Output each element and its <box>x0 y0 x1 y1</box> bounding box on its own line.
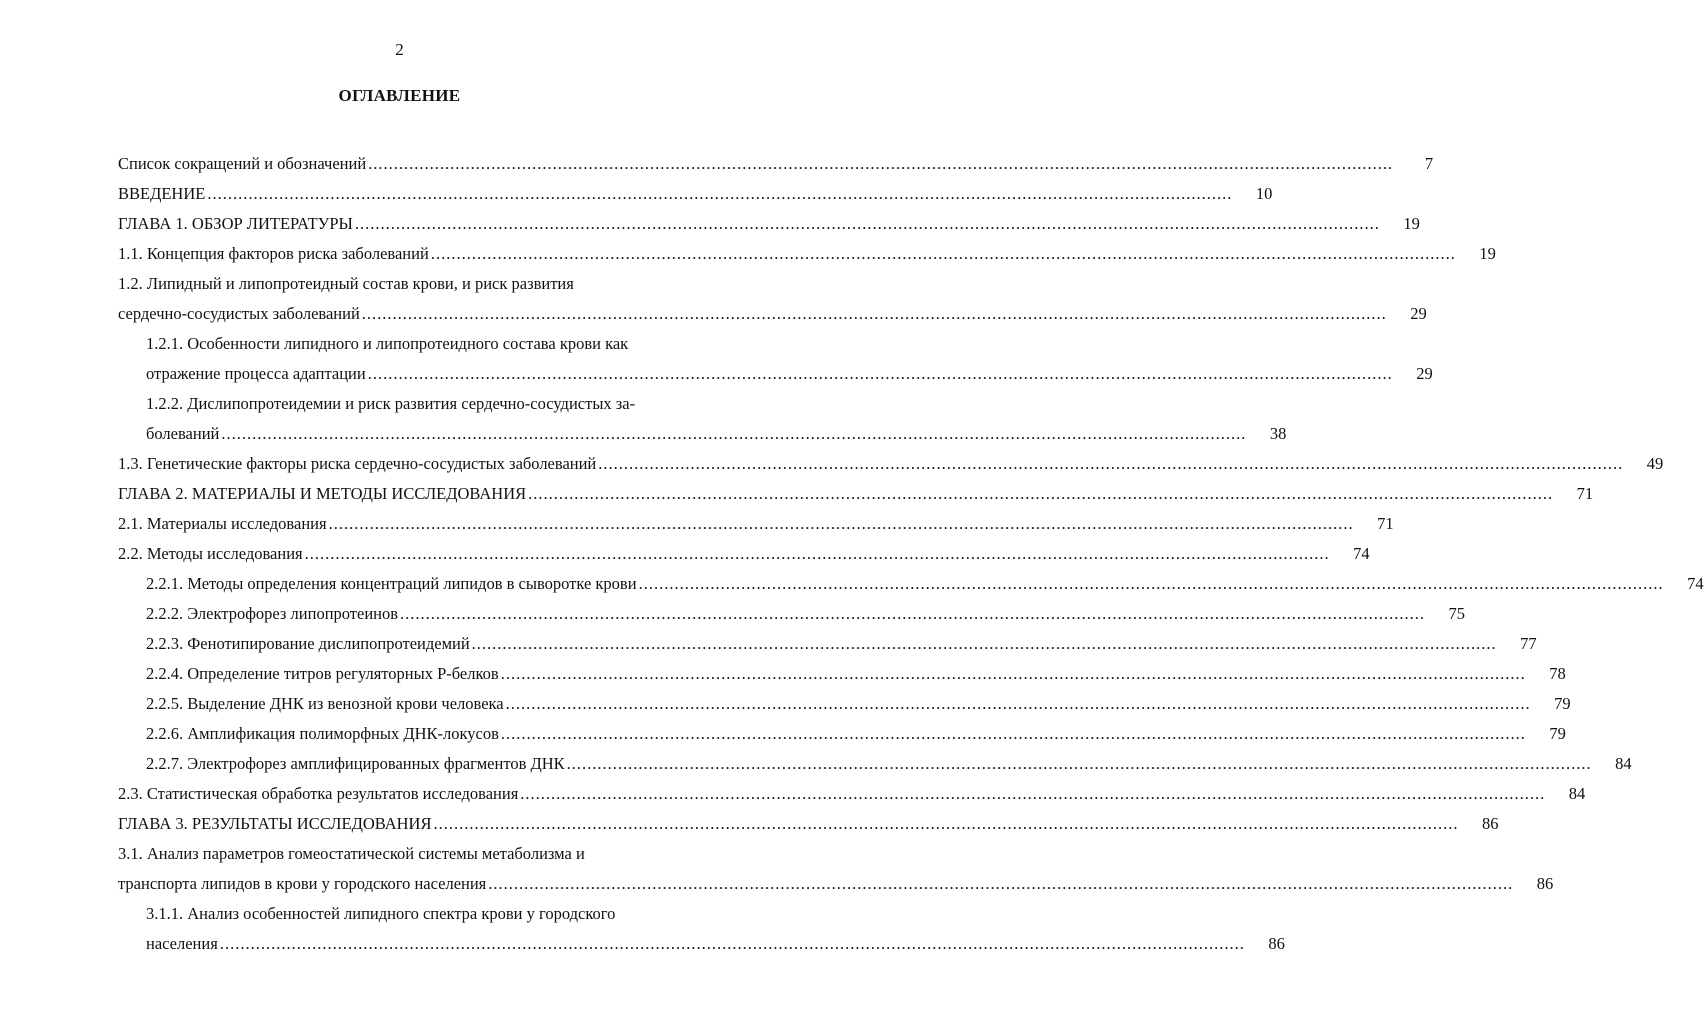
toc-leader-dots: ........................................................................................................................................................................................................ <box>500 664 1526 683</box>
toc-entry <box>118 299 1427 329</box>
toc-entry-title: транспорта липидов в крови у городского населения <box>118 874 487 893</box>
toc-entry-title: ГЛАВА 2. МАТЕРИАЛЫ И МЕТОДЫ ИССЛЕДОВАНИЯ <box>118 484 527 503</box>
toc-entry-title: 2.2.7. Электрофорез амплифицированных фрагментов ДНК <box>146 754 565 773</box>
toc-leader-dots: ........................................................................................................................................................................................................ <box>219 934 1245 953</box>
toc-leader-dots: ........................................................................................................................................................................................................ <box>505 694 1531 713</box>
toc-leader-dots: ........................................................................................................................................................................................................ <box>361 304 1387 323</box>
toc-page-number: 29 <box>1416 364 1433 383</box>
toc-leader-dots: ........................................................................................................................................................................................................ <box>433 814 1459 833</box>
toc-leader-dots: ........................................................................................................................................................................................................ <box>528 484 1554 503</box>
toc-page-number: 86 <box>1536 874 1554 893</box>
toc-entry-title: отражение процесса адаптации <box>146 364 366 383</box>
toc-entry <box>118 719 1566 749</box>
toc-entry-title: 1.2. Липидный и липопротеидный состав крови, и риск развития <box>118 274 574 293</box>
toc-page-number: 19 <box>1479 244 1496 263</box>
toc-entry <box>118 839 722 869</box>
toc-page-number: 84 <box>1568 784 1586 803</box>
toc-page-number: 29 <box>1410 304 1427 323</box>
toc-leader-dots: ........................................................................................................................................................................................................ <box>566 754 1592 773</box>
toc-leader-dots: ........................................................................................................................................................................................................ <box>598 454 1624 473</box>
toc-page-number: 10 <box>1255 184 1273 203</box>
toc-page-number: 77 <box>1520 634 1537 653</box>
toc-entry-title: сердечно-сосудистых заболеваний <box>118 304 360 323</box>
toc-entry <box>118 509 1394 539</box>
page-title: ОГЛАВЛЕНИЕ <box>338 86 461 105</box>
toc-entry <box>118 569 1704 599</box>
toc-entry <box>118 239 1496 269</box>
table-of-contents <box>118 149 1704 959</box>
toc-leader-dots: ........................................................................................................................................................................................................ <box>367 364 1393 383</box>
toc-page-number: 84 <box>1615 754 1632 773</box>
toc-leader-dots: ........................................................................................................................................................................................................ <box>430 244 1456 263</box>
toc-leader-dots: ........................................................................................................................................................................................................ <box>471 634 1497 653</box>
toc-entry-title: 1.1. Концепция факторов риска заболеваний <box>118 244 429 263</box>
toc-page-number: 71 <box>1377 514 1394 533</box>
toc-page-number: 7 <box>1424 154 1434 173</box>
toc-leader-dots: ........................................................................................................................................................................................................ <box>368 154 1394 173</box>
toc-page-number: 78 <box>1549 664 1566 683</box>
toc-leader-dots: ........................................................................................................................................................................................................ <box>328 514 1354 533</box>
toc-entry-title: 1.3. Генетические факторы риска сердечно-сосудистых заболеваний <box>118 454 597 473</box>
toc-leader-dots: ........................................................................................................................................................................................................ <box>207 184 1233 203</box>
toc-page-number: 86 <box>1481 814 1499 833</box>
toc-entry-title: 2.2.2. Электрофорез липопротеинов <box>146 604 399 623</box>
toc-entry-title: 2.2. Методы исследования <box>118 544 303 563</box>
toc-entry-title: Список сокращений и обозначений <box>118 154 367 173</box>
toc-page-number: 74 <box>1353 544 1370 563</box>
toc-entry-title: 2.2.1. Методы определения концентраций липидов в сыворотке крови <box>146 574 637 593</box>
toc-page-number: 86 <box>1268 934 1285 953</box>
toc-entry-title: 1.2.2. Дислипопротеидемии и риск развития сердечно-сосудистых за- <box>146 394 636 413</box>
toc-entry <box>118 209 1420 239</box>
toc-entry <box>118 929 1285 959</box>
toc-entry <box>118 479 1594 509</box>
toc-entry <box>118 329 722 359</box>
toc-entry-title: ГЛАВА 1. ОБЗОР ЛИТЕРАТУРЫ <box>118 214 353 233</box>
toc-entry-title: ВВЕДЕНИЕ <box>118 184 206 203</box>
toc-entry <box>118 809 1499 839</box>
toc-entry <box>118 749 1632 779</box>
toc-entry-title: 2.3. Статистическая обработка результатов исследования <box>118 784 519 803</box>
toc-entry-title: 3.1. Анализ параметров гомеостатической системы метаболизма и <box>118 844 585 863</box>
toc-entry <box>118 869 1554 899</box>
toc-leader-dots: ........................................................................................................................................................................................................ <box>520 784 1546 803</box>
toc-page-number: 75 <box>1448 604 1466 623</box>
toc-entry-title: 2.2.4. Определение титров регуляторных Р-белков <box>146 664 499 683</box>
toc-entry <box>118 149 1434 179</box>
toc-page-number: 49 <box>1646 454 1664 473</box>
toc-entry <box>118 779 1586 809</box>
toc-entry <box>118 269 722 299</box>
toc-entry <box>118 599 1466 629</box>
toc-leader-dots: ........................................................................................................................................................................................................ <box>500 724 1526 743</box>
toc-entry-title: болеваний <box>146 424 220 443</box>
toc-entry <box>118 629 1537 659</box>
toc-page-number: 74 <box>1687 574 1704 593</box>
toc-entry-title: 3.1.1. Анализ особенностей липидного спектра крови у городского <box>146 904 616 923</box>
toc-leader-dots: ........................................................................................................................................................................................................ <box>354 214 1380 233</box>
toc-leader-dots: ........................................................................................................................................................................................................ <box>400 604 1426 623</box>
toc-leader-dots: ........................................................................................................................................................................................................ <box>488 874 1514 893</box>
toc-page-number: 71 <box>1576 484 1594 503</box>
toc-entry <box>118 659 1566 689</box>
toc-entry <box>118 359 1433 389</box>
toc-leader-dots: ........................................................................................................................................................................................................ <box>221 424 1247 443</box>
toc-entry <box>118 899 722 929</box>
toc-entry <box>118 449 1664 479</box>
page-number: 2 <box>395 40 404 59</box>
toc-entry <box>118 689 1571 719</box>
toc-entry-title: населения <box>146 934 218 953</box>
toc-entry <box>118 419 1287 449</box>
toc-entry <box>118 179 1273 209</box>
toc-entry-title: 2.2.5. Выделение ДНК из венозной крови человека <box>146 694 504 713</box>
toc-page-number: 19 <box>1403 214 1420 233</box>
toc-page-number: 79 <box>1554 694 1571 713</box>
toc-leader-dots: ........................................................................................................................................................................................................ <box>304 544 1330 563</box>
toc-entry-title: 1.2.1. Особенности липидного и липопротеидного состава крови как <box>146 334 629 353</box>
toc-page-number: 79 <box>1549 724 1566 743</box>
toc-leader-dots: ........................................................................................................................................................................................................ <box>638 574 1664 593</box>
toc-entry-title: 2.2.6. Амплификация полиморфных ДНК-локусов <box>146 724 499 743</box>
toc-entry-title: ГЛАВА 3. РЕЗУЛЬТАТЫ ИССЛЕДОВАНИЯ <box>118 814 432 833</box>
toc-entry <box>118 539 1370 569</box>
toc-entry-title: 2.1. Материалы исследования <box>118 514 327 533</box>
toc-entry-title: 2.2.3. Фенотипирование дислипопротеидемий <box>146 634 470 653</box>
toc-page-number: 38 <box>1269 424 1287 443</box>
toc-entry <box>118 389 722 419</box>
